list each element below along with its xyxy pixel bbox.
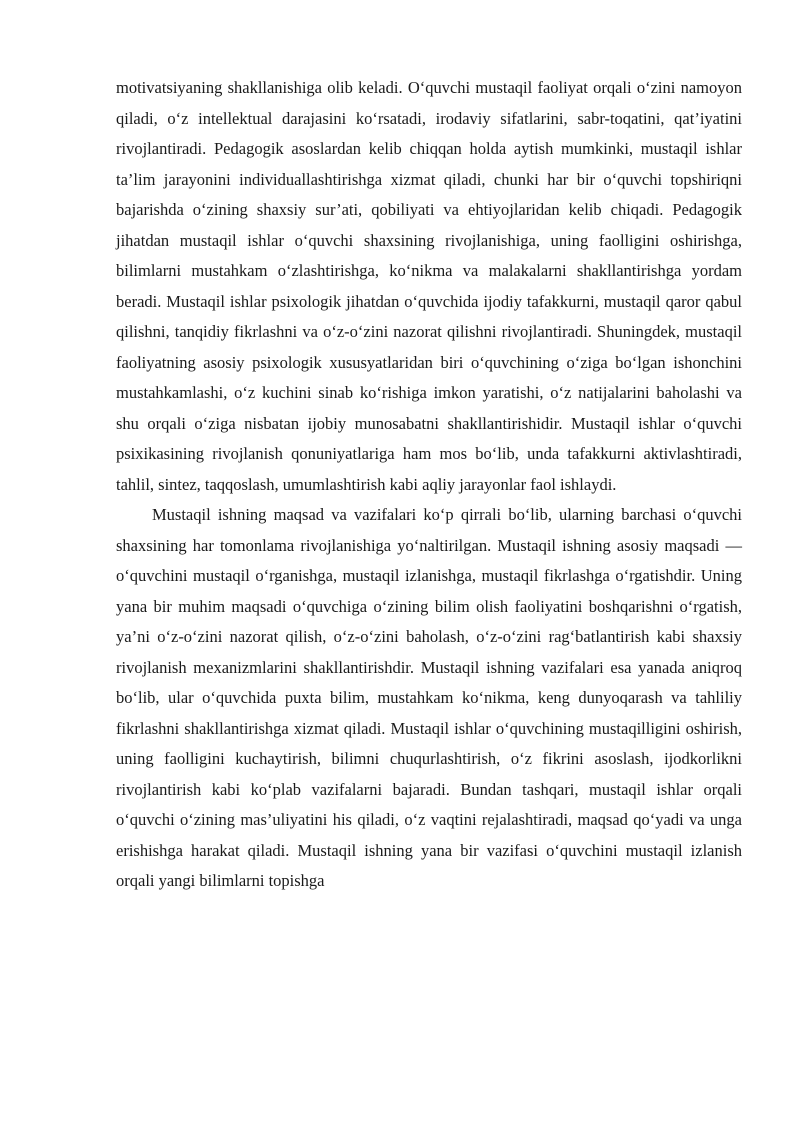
paragraph-motivation-psychology: motivatsiyaning shakllanishiga olib keladi. O‘quvchi mustaqil faoliyat orqali o‘zini namoyon qiladi, o‘z intellektual darajasini ko‘rsatadi, irodaviy sifatlarini, sabr-toqatini, qat’iyatini rivojlantiradi. Pedagogik asoslardan kelib chiqqan holda aytish mumkinki, mustaqil ishlar ta’lim jarayonini individuallashtirishga xizmat qiladi, chunki har bir o‘quvchi topshiriqni bajarishda o‘zining shaxsiy sur’ati, qobiliyati va ehtiyojlaridan kelib chiqadi. Pedagogik jihatdan mustaqil ishlar o‘quvchi shaxsining rivojlanishiga, uning faolligini oshirishga, bilimlarni mustahkam o‘zlashtirishga, ko‘nikma va malakalarni shakllantirishga yordam beradi. Mustaqil ishlar psixologik jihatdan o‘quvchida ijodiy tafakkurni, mustaqil qaror qabul qilishni, tanqidiy fikrlashni va o‘z-o‘zini nazorat qilishni rivojlantiradi. Shuningdek, mustaqil faoliyatning asosiy psixologik xususyatlaridan biri o‘quvchining o‘ziga bo‘lgan ishonchini mustahkamlashi, o‘z kuchini sinab ko‘rishiga imkon yaratishi, o‘z natijalarini baholashi va shu orqali o‘ziga nisbatan ijobiy munosabatni shakllantirishidir. Mustaqil ishlar o‘quvchi psixikasining rivojlanish qonuniyatlariga ham mos bo‘lib, unda tafakkurni aktivlashtiradi, tahlil, sintez, taqqoslash, umumlashtirish kabi aqliy jarayonlar faol ishlaydi.: [116, 78, 742, 494]
document-page: [116, 73, 742, 897]
paragraph-goals-and-tasks: Mustaqil ishning maqsad va vazifalari ko‘p qirrali bo‘lib, ularning barchasi o‘quvchi shaxsining har tomonlama rivojlanishiga yo‘naltirilgan. Mustaqil ishning asosiy maqsadi — o‘quvchini mustaqil o‘rganishga, mustaqil izlanishga, mustaqil fikrlashga o‘rgatishdir. Uning yana bir muhim maqsadi o‘quvchiga o‘zining bilim olish faoliyatini boshqarishni o‘rgatish, ya’ni o‘z-o‘zini nazorat qilish, o‘z-o‘zini baholash, o‘z-o‘zini rag‘batlantirish kabi shaxsiy rivojlanish mexanizmlarini shakllantirishdir. Mustaqil ishning vazifalari esa yanada aniqroq bo‘lib, ular o‘quvchida puxta bilim, mustahkam ko‘nikma, keng dunyoqarash va tahliliy fikrlashni shakllantirishga xizmat qiladi. Mustaqil ishlar o‘quvchining mustaqilligini oshirish, uning faolligini kuchaytirish, bilimni chuqurlashtirish, o‘z fikrini asoslash, ijodkorlikni rivojlantirish kabi ko‘plab vazifalarni bajaradi. Bundan tashqari, mustaqil ishlar orqali o‘quvchi o‘zining mas’uliyatini his qiladi, o‘z vaqtini rejalashtiradi, maqsad qo‘yadi va unga erishishga harakat qiladi. Mustaqil ishning yana bir vazifasi o‘quvchini mustaqil izlanish orqali yangi bilimlarni topishga: [116, 505, 742, 890]
